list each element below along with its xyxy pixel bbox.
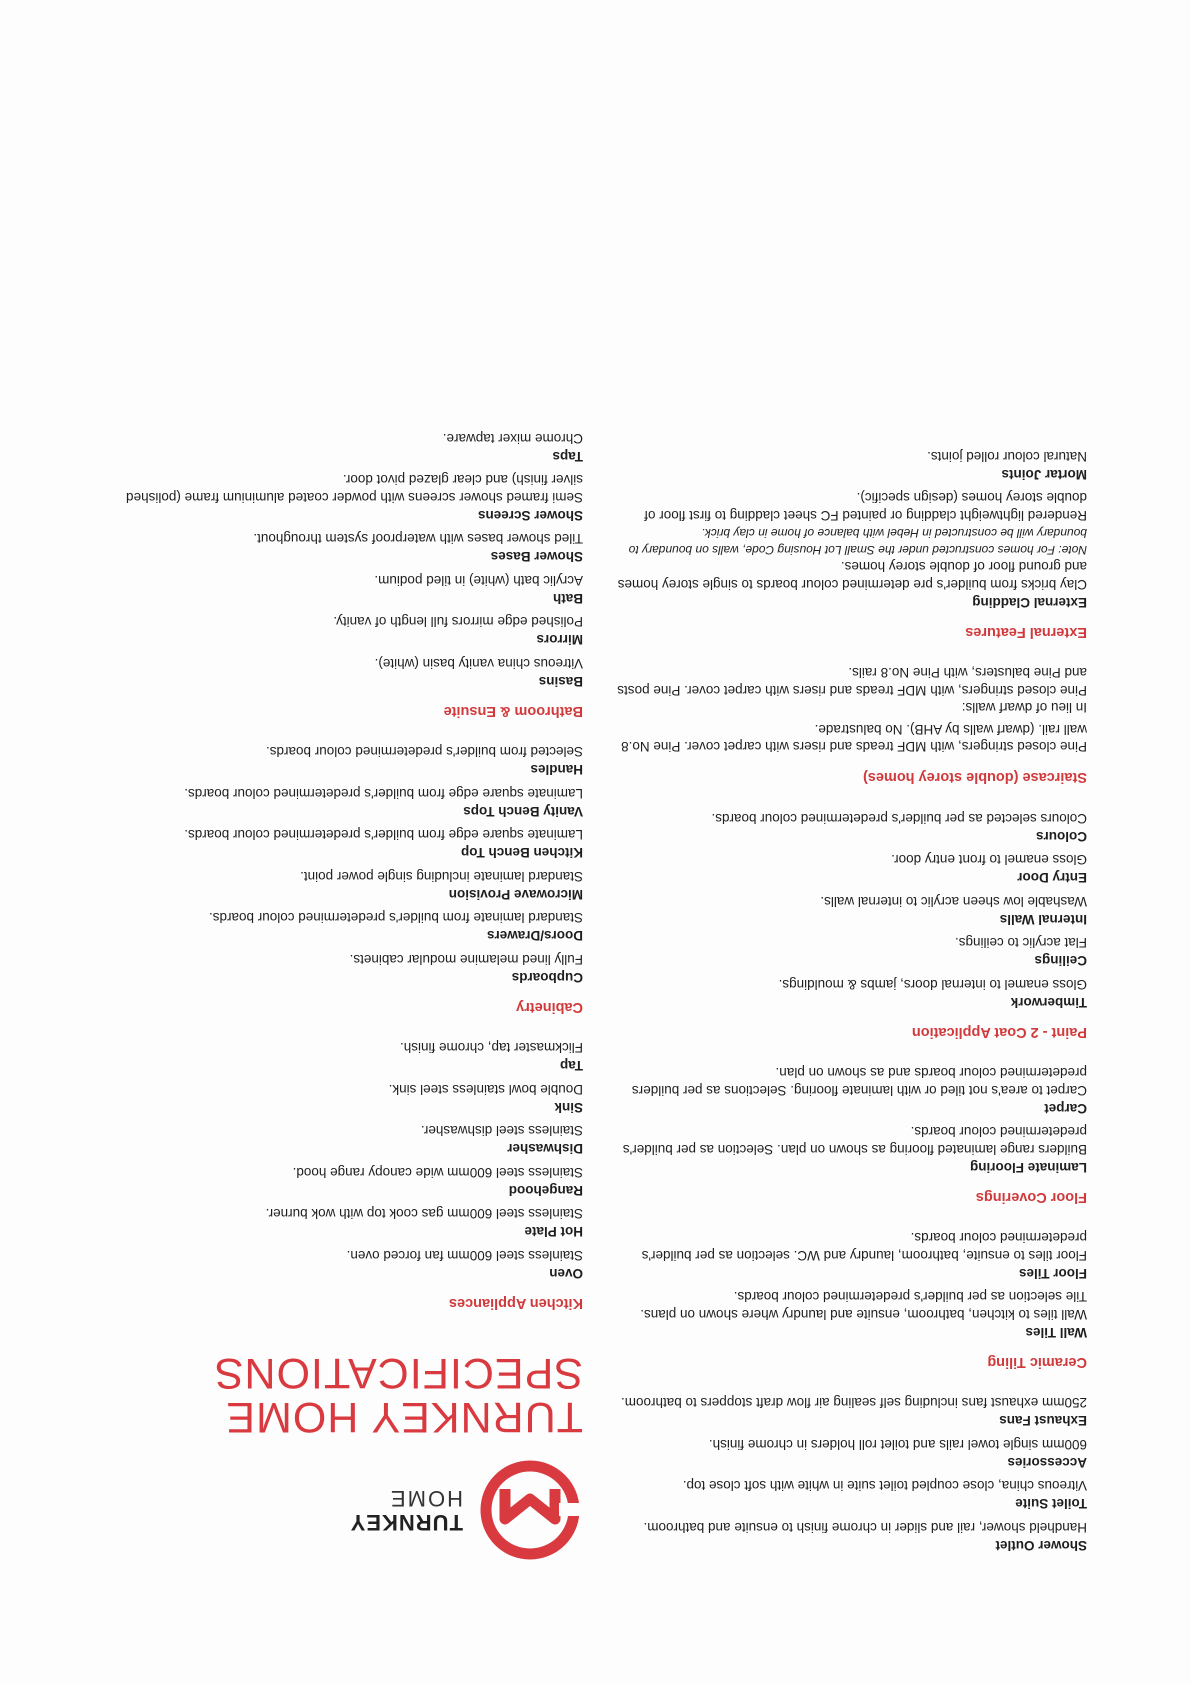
item-text: Semi framed shower screens with powder coated aluminium frame (polished silver finish) and clear glazed pivot door. <box>126 472 583 505</box>
item-title: Oven <box>549 1266 583 1281</box>
item-title: Bath <box>553 591 583 606</box>
item-text: Selected from builder's predetermined colour boards. <box>266 744 583 760</box>
item-text: Laminate square edge from builder's predetermined colour boards. <box>184 786 583 801</box>
item-text: Polished edge mirrors full length of vanity. <box>333 614 583 630</box>
section-title: Cabinetry <box>516 999 583 1015</box>
item-text: Stainless steel 600mm wide canopy range hood. <box>292 1165 583 1180</box>
item-title: Laminate Flooring <box>969 1160 1087 1175</box>
item-title: Doors/Drawers <box>486 928 583 944</box>
item-title: Microwave Provision <box>448 887 583 902</box>
item-title: Dishwasher <box>507 1141 583 1157</box>
item-text: Gloss enamel to internal doors, jambs & mouldings. <box>778 977 1087 992</box>
item-text: Stainless steel 600mm fan forced oven. <box>346 1248 583 1263</box>
item-text: 250mm exhaust fans including self sealing air flow draft stoppers to bathroom. <box>621 1395 1087 1411</box>
turnkey-logo-icon <box>477 1457 583 1563</box>
turnkey-logo <box>108 1457 583 1563</box>
section-title: Ceramic Tiling <box>987 1354 1087 1370</box>
column-right <box>108 430 583 1564</box>
item-title: Handles <box>530 762 583 778</box>
item-text: Double bowl stainless steel sink. <box>388 1082 583 1097</box>
section-title: Kitchen Appliances <box>448 1295 583 1311</box>
title-line1: TURNKEY HOME <box>225 1393 583 1441</box>
section-title: Floor Coverings <box>975 1189 1087 1205</box>
item-text: Pine closed stringers, with MDF treads and risers with carpet cover. Pine posts and Pine balusters, with Pine No.8 rails. <box>617 665 1087 698</box>
item-title: Shower Outlet <box>995 1538 1087 1553</box>
item-text: Tiled shower bases with waterproof system throughout. <box>253 531 583 547</box>
item-title: Cupboards <box>511 970 583 985</box>
item-text: Floor tiles to ensuite, bathroom, laundry and WC. selection as per builder's predetermined colour boards. <box>641 1230 1087 1263</box>
item-title: Taps <box>552 449 583 464</box>
item-text: Vitreous china vanity basin (white). <box>374 656 583 671</box>
item-text: Standard laminate including single power point. <box>300 869 583 884</box>
item-title: Wall Tiles <box>1025 1325 1087 1340</box>
item-title: Ceilings <box>1034 953 1087 969</box>
item-text: Gloss enamel to front entry door. <box>891 852 1087 868</box>
section-title: Paint - 2 Coat Application <box>911 1024 1087 1040</box>
item-text: Wall tiles to kitchen, bathroom, ensuite and laundry where shown on plans. Tile selection as per builder's predetermined colour boards. <box>640 1289 1087 1322</box>
item-text: Carpet to area's not tiled or with laminate flooring. Selections as per builders predetermined colour boards and as shown on plan. <box>631 1065 1087 1098</box>
item-text: Stainless steel dishwasher. <box>420 1123 583 1139</box>
item-note: Note: For homes constructed under the Small Lot Housing Code, walls on boundary to boundary will be constructed in Hebel with balance of home in clay brick. <box>628 526 1087 557</box>
item-title: Shower Bases <box>490 549 583 565</box>
item-text: In lieu of dwarf walls: <box>961 700 1087 716</box>
section-title: External Features <box>965 624 1087 640</box>
column-left <box>617 448 1087 1554</box>
item-title: Basins <box>538 674 583 689</box>
item-title: Vanity Bench Tops <box>463 804 583 819</box>
document-title <box>108 1351 583 1439</box>
item-text: Flickmaster tap, chrome finish. <box>399 1040 583 1056</box>
item-title: Rangehood <box>508 1183 583 1198</box>
item-title: Accessories <box>1007 1455 1087 1470</box>
item-text: Colours selected as per builder's predetermined colour boards. <box>711 811 1087 826</box>
item-title: Shower Screens <box>477 508 583 523</box>
item-text: Pine closed stringers, with MDF treads and risers with carpet cover. Pine No.8 wall rail. (dwarf walls by AHB). No balustrade. <box>621 722 1087 755</box>
item-title: Sink <box>554 1100 583 1115</box>
item-title: Carpet <box>1044 1101 1087 1116</box>
section-title: Staircase (double storey homes) <box>862 769 1087 786</box>
item-title: Hot Plate <box>524 1224 583 1240</box>
item-title: Internal Walls <box>999 912 1087 927</box>
item-title: Mirrors <box>536 632 583 648</box>
item-text: Flat acrylic to ceilings. <box>954 935 1087 951</box>
item-title: Exhaust Fans <box>999 1413 1087 1429</box>
item-title: Colours <box>1035 829 1087 844</box>
item-text: Rendered lightweight cladding or painted FC sheet cladding to first floor of double storey homes (design specific). <box>644 490 1087 523</box>
item-text: Natural colour rolled joints. <box>927 449 1087 464</box>
item-text: Standard laminate from builder's predetermined colour boards. <box>208 910 583 926</box>
item-title: Floor Tiles <box>1018 1266 1087 1281</box>
item-title: Tap <box>560 1058 583 1074</box>
title-line2: SPECIFICATIONS <box>213 1349 583 1397</box>
item-text: Vitreous china, close coupled toilet suite in white with soft close top. <box>682 1478 1087 1494</box>
item-text: Washable low sheen acrylic to internal walls. <box>820 894 1087 909</box>
item-text: Acrylic bath (white) in tiled podium. <box>374 573 583 588</box>
item-text: Chrome mixer tapware. <box>442 431 583 446</box>
item-text: Handheld shower, rail and slider in chrome finish to ensuite and bathroom. <box>643 1520 1087 1535</box>
logo-line1: TURNKEY <box>349 1510 463 1535</box>
item-text: Stainless steel 600mm gas cook top with wok burner. <box>265 1206 583 1222</box>
item-title: Mortar Joints <box>1001 467 1087 482</box>
item-text: Clay bricks from builder's pre determined colour boards to single storey homes and ground floor of double storey homes. <box>617 559 1087 592</box>
item-title: External Cladding <box>972 595 1087 610</box>
section-title: Bathroom & Ensuite <box>443 703 583 719</box>
item-title: Toilet Suite <box>1015 1496 1087 1512</box>
logo-line2: HOME <box>389 1486 463 1511</box>
item-text: Builders range laminated flooring as shown on plan. Selection as per builder's predetermined colour boards. <box>622 1124 1087 1157</box>
item-text: 600mm single towel rails and toilet roll holders in chrome finish. <box>708 1437 1087 1452</box>
item-title: Kitchen Bench Top <box>460 845 583 861</box>
item-text: Laminate square edge from builder's predetermined colour boards. <box>184 827 583 843</box>
item-text: Fully lined melamine modular cabinets. <box>349 952 583 967</box>
item-title: Timberwork <box>1010 995 1087 1010</box>
item-title: Entry Door <box>1017 870 1087 886</box>
